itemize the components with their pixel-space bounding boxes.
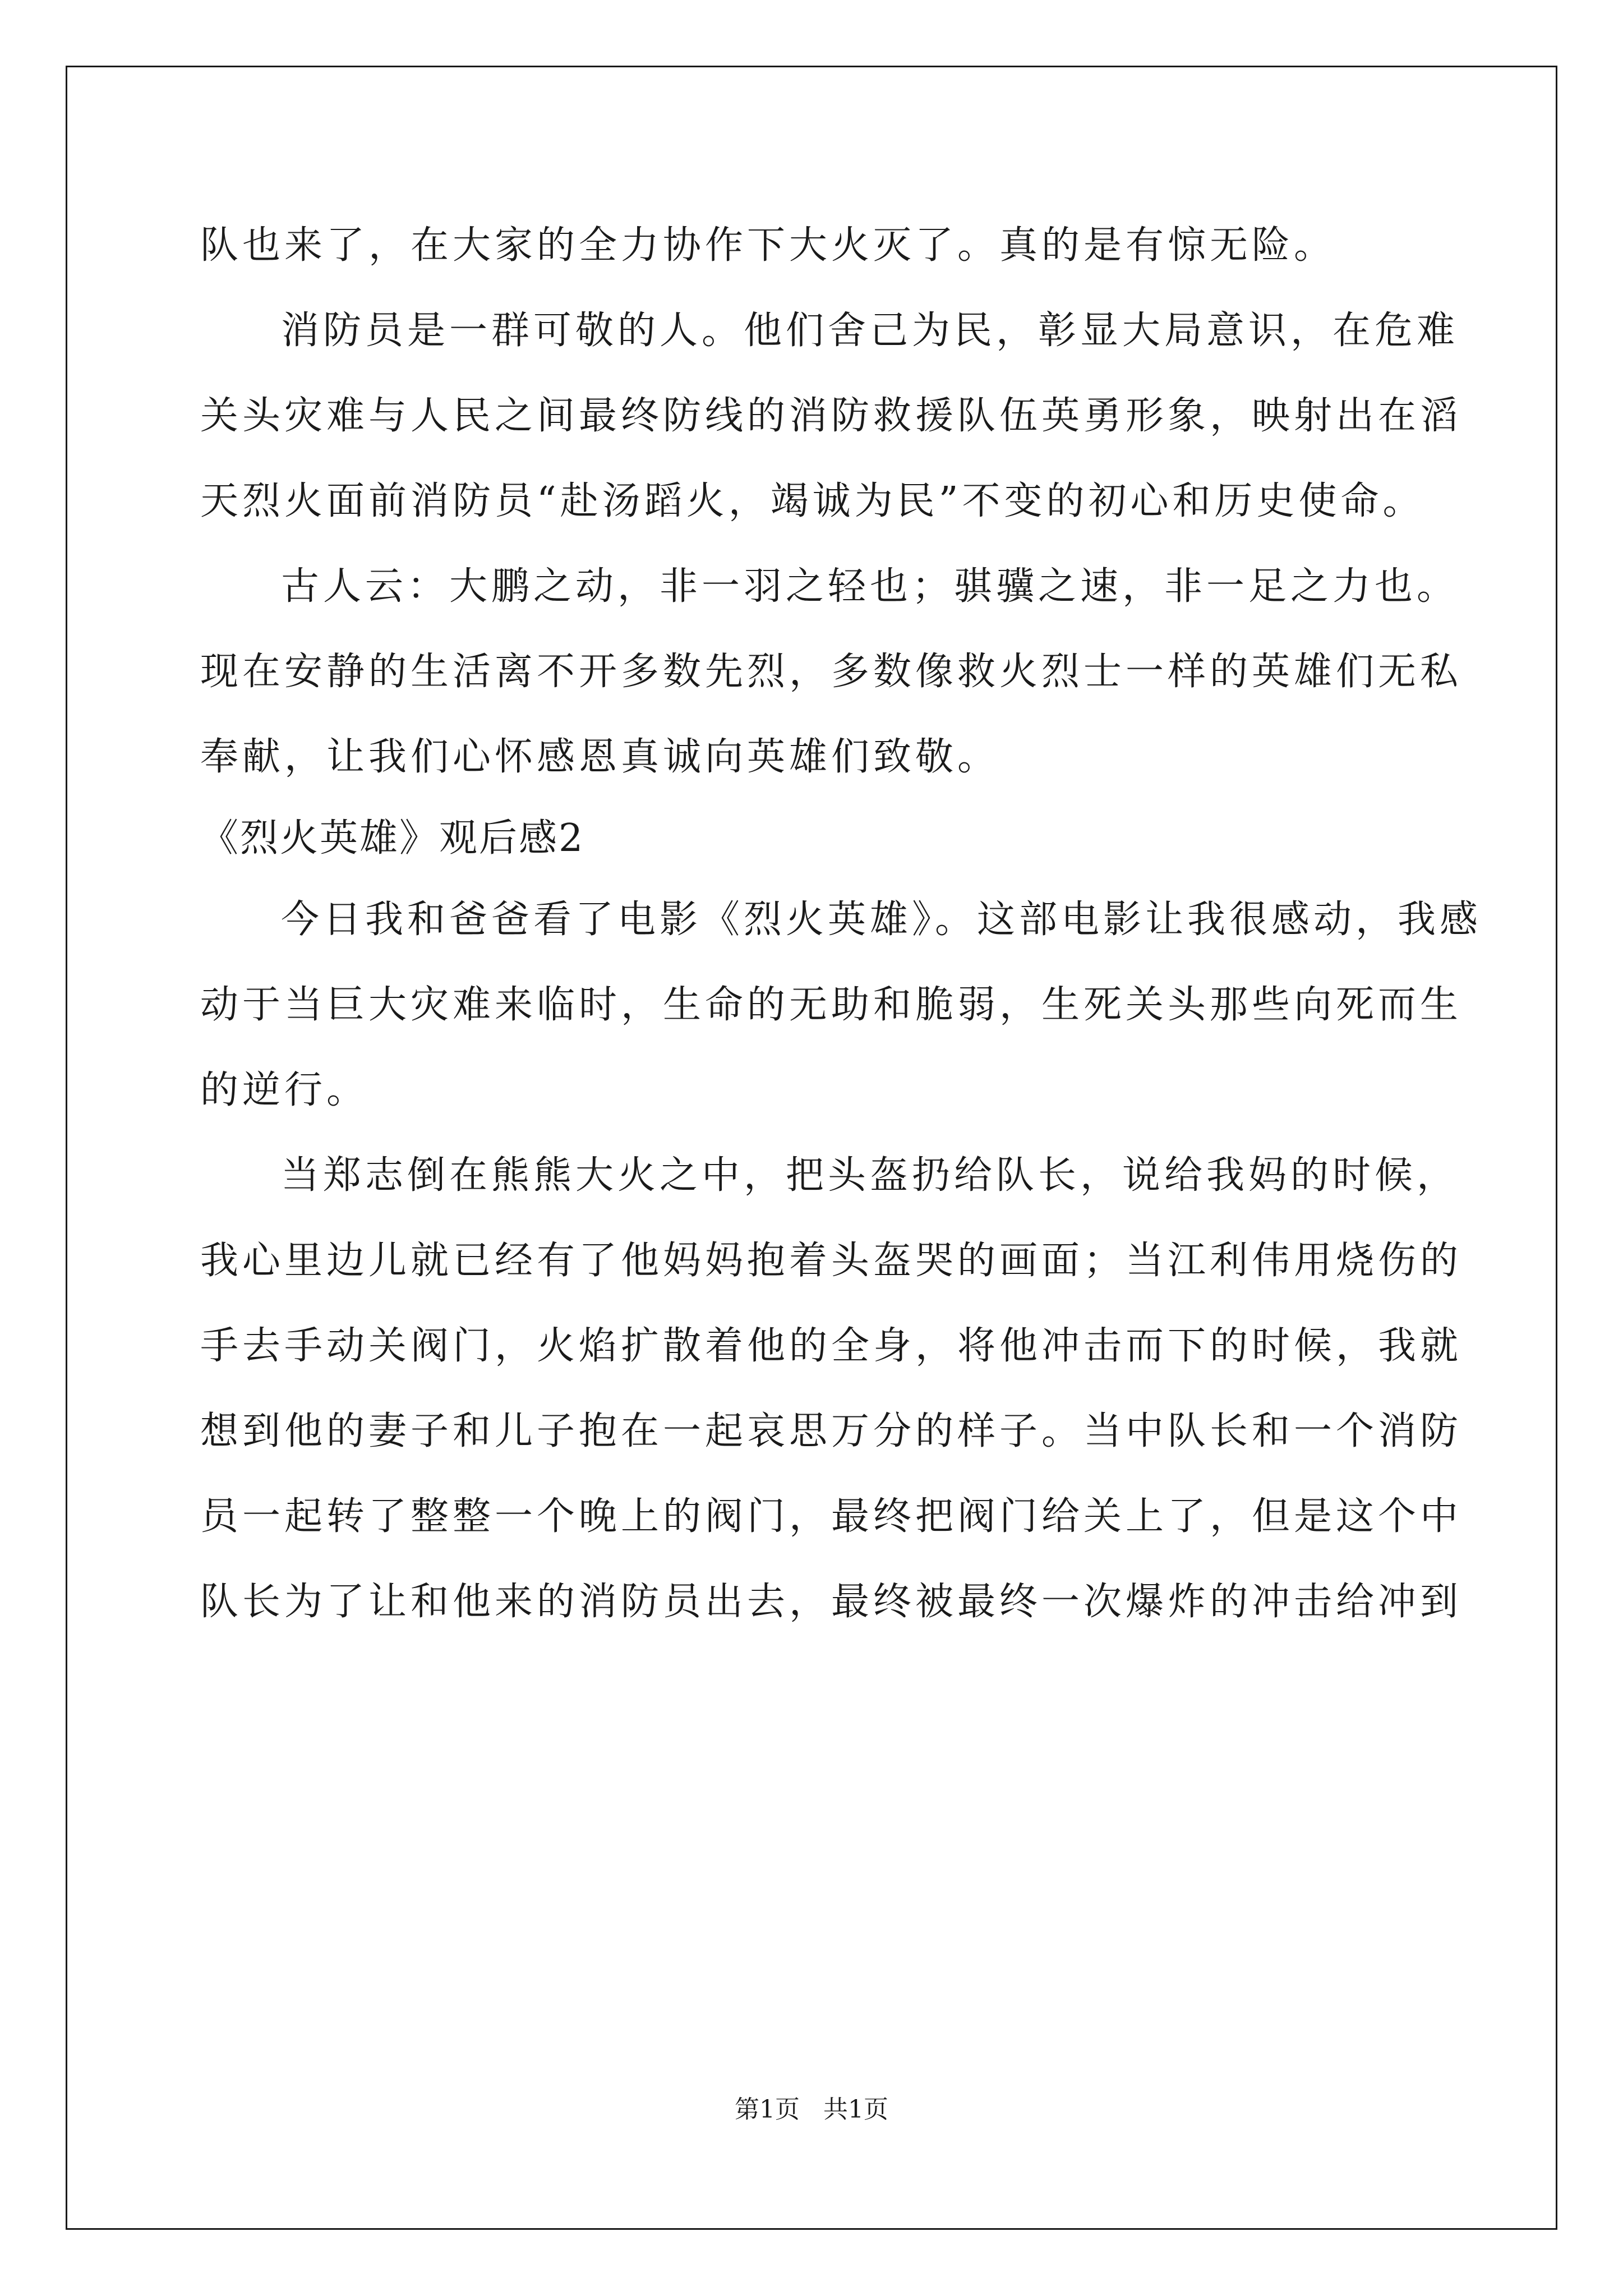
text-line: 关头灾难与人民之间最终防线的消防救援队伍英勇形象，映射出在滔 [200,394,1463,438]
document-body [200,203,1482,1645]
text-line: 手去手动关阀门，火焰扩散着他的全身，将他冲击而下的时候，我就 [200,1324,1463,1368]
text-line: 队长为了让和他来的消防员出去，最终被最终一次爆炸的冲击给冲到 [200,1580,1463,1624]
section-heading: 《烈火英雄》观后感2 [200,816,585,861]
text-line: 当郑志倒在熊熊大火之中，把头盔扔给队长，说给我妈的时候， [281,1153,1459,1198]
text-line: 天烈火面前消防员“赴汤蹈火，竭诚为民”不变的初心和历史使命。 [200,479,1425,523]
page-footer: 第1页 共1页 [735,2095,888,2124]
text-line: 我心里边儿就已经有了他妈妈抱着头盔哭的画面；当江利伟用烧伤的 [200,1239,1463,1283]
text-line: 想到他的妻子和儿子抱在一起哀思万分的样子。当中队长和一个消防 [200,1409,1463,1453]
text-line: 今日我和爸爸看了电影《烈火英雄》。这部电影让我很感动，我感 [281,898,1482,942]
text-line: 员一起转了整整一个晚上的阀门，最终把阀门给关上了，但是这个中 [200,1494,1463,1539]
text-line: 动于当巨大灾难来临时，生命的无助和脆弱，生死关头那些向死而生 [200,983,1463,1027]
text-line: 古人云：大鹏之动，非一羽之轻也；骐骥之速，非一足之力也。 [281,564,1459,609]
text-line: 队也来了，在大家的全力协作下大火灭了。真的是有惊无险。 [200,223,1336,268]
text-line: 奉献，让我们心怀感恩真诚向英雄们致敬。 [200,735,1000,779]
text-line: 现在安静的生活离不开多数先烈，多数像救火烈士一样的英雄们无私 [200,650,1463,694]
text-line: 的逆行。 [200,1068,369,1112]
text-line: 消防员是一群可敬的人。他们舍己为民，彰显大局意识，在危难 [281,309,1459,353]
